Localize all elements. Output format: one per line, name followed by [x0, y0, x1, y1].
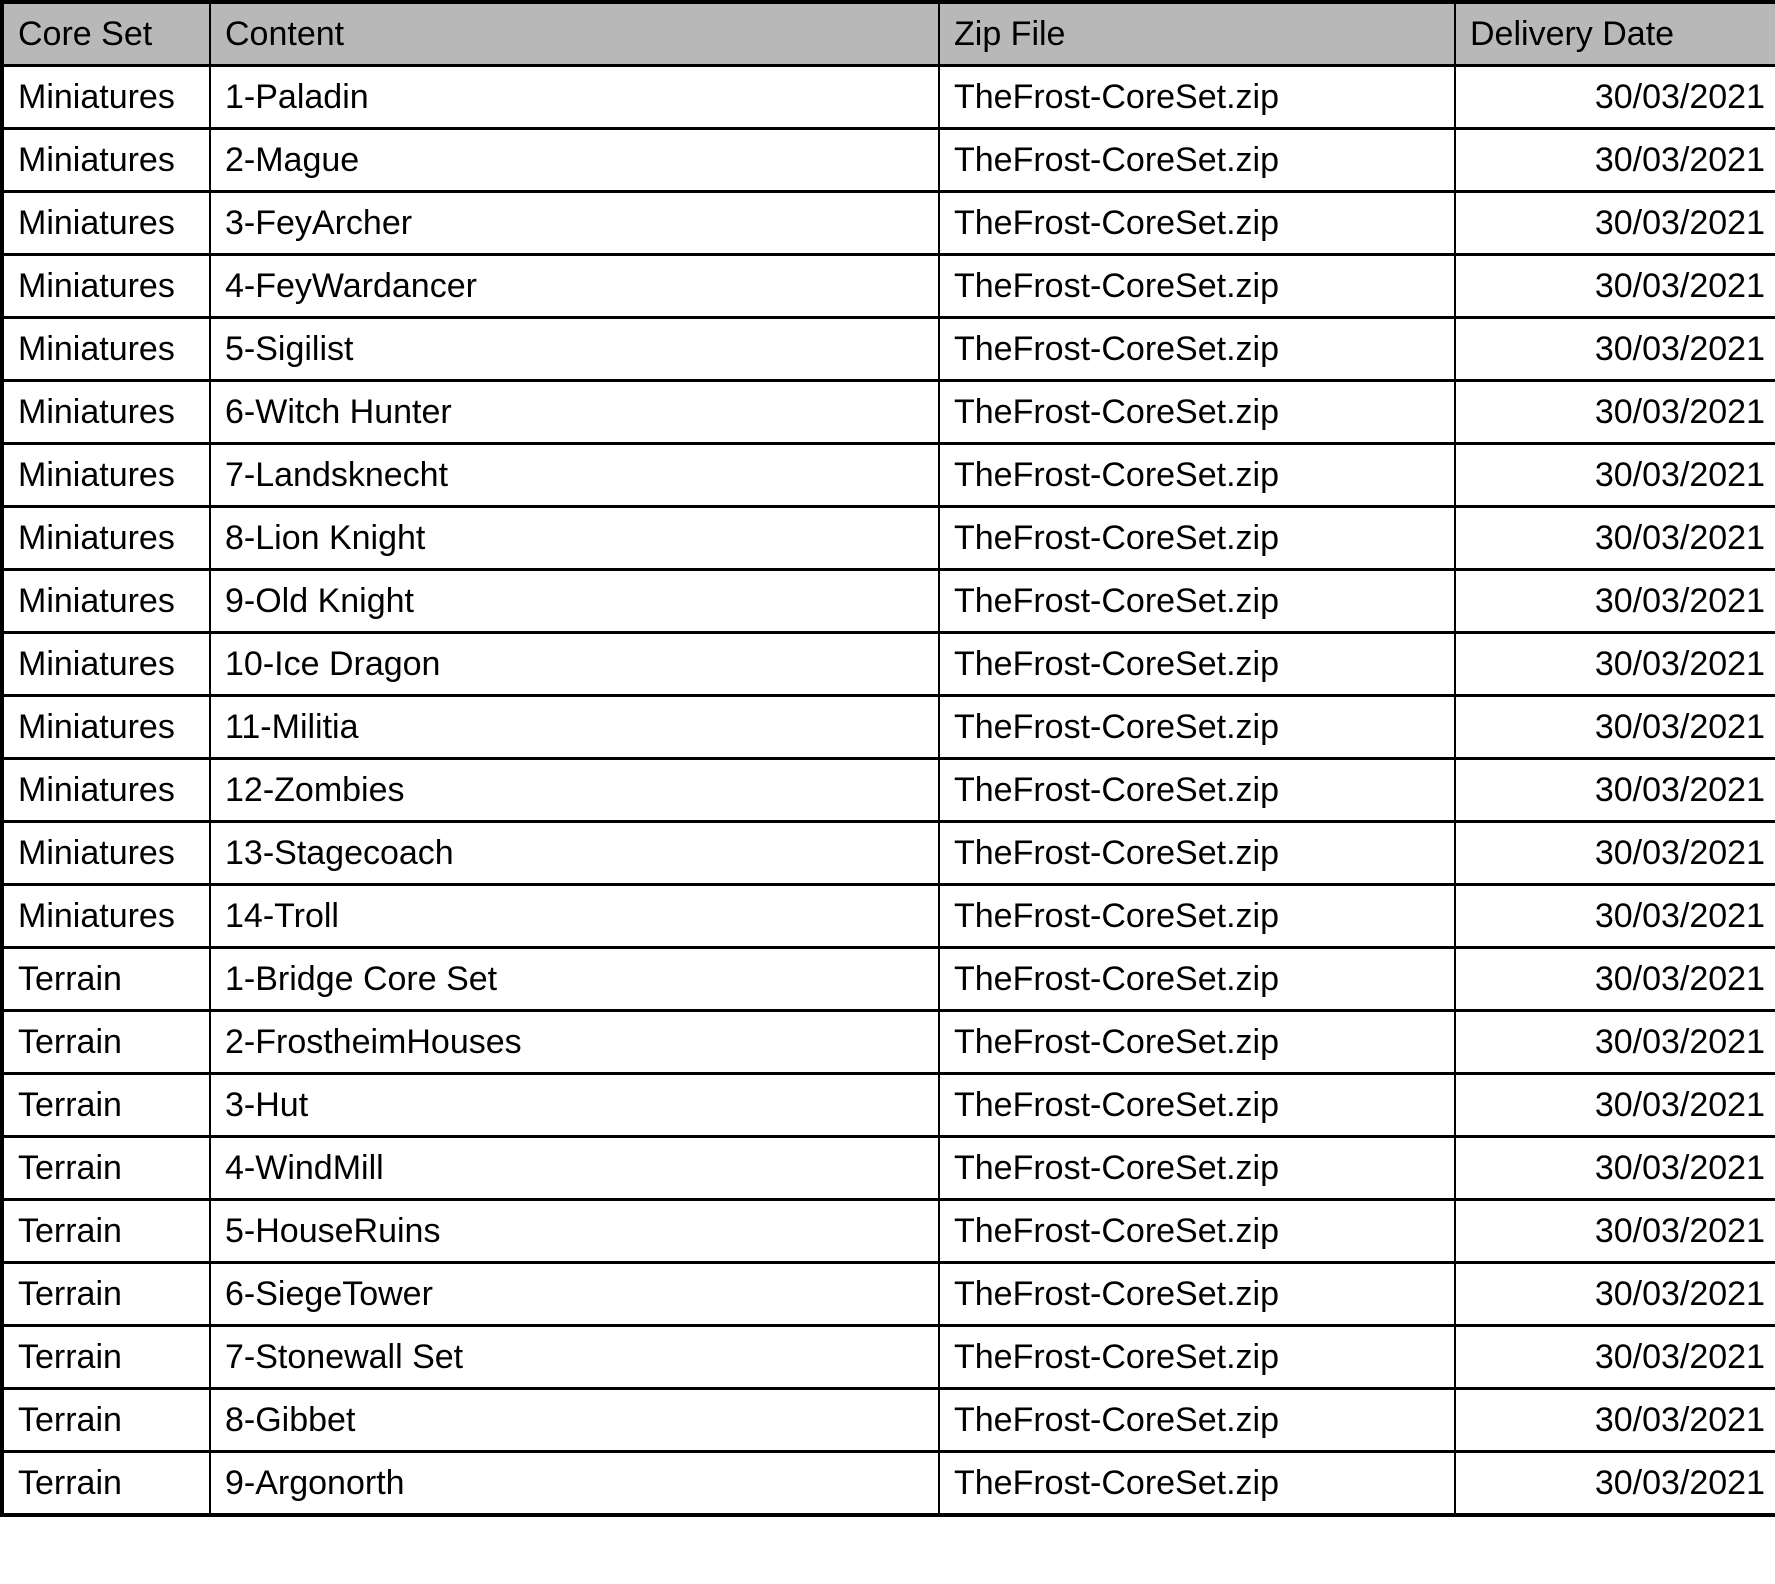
cell-zip-file: TheFrost-CoreSet.zip — [939, 696, 1455, 759]
cell-delivery-date: 30/03/2021 — [1455, 507, 1775, 570]
cell-core-set: Terrain — [2, 1074, 210, 1137]
table-row — [2, 318, 1775, 381]
table-row — [2, 570, 1775, 633]
cell-core-set: Terrain — [2, 1011, 210, 1074]
cell-content: 5-HouseRuins — [210, 1200, 939, 1263]
cell-delivery-date: 30/03/2021 — [1455, 570, 1775, 633]
cell-delivery-date: 30/03/2021 — [1455, 1200, 1775, 1263]
cell-content: 3-Hut — [210, 1074, 939, 1137]
cell-content: 7-Stonewall Set — [210, 1326, 939, 1389]
cell-zip-file: TheFrost-CoreSet.zip — [939, 1263, 1455, 1326]
table-body — [2, 66, 1775, 1516]
cell-delivery-date: 30/03/2021 — [1455, 66, 1775, 129]
cell-core-set: Miniatures — [2, 129, 210, 192]
cell-delivery-date: 30/03/2021 — [1455, 381, 1775, 444]
column-header-core-set: Core Set — [2, 2, 210, 66]
table-row — [2, 1074, 1775, 1137]
cell-core-set: Terrain — [2, 1263, 210, 1326]
cell-zip-file: TheFrost-CoreSet.zip — [939, 129, 1455, 192]
cell-content: 7-Landsknecht — [210, 444, 939, 507]
cell-delivery-date: 30/03/2021 — [1455, 192, 1775, 255]
table-row — [2, 129, 1775, 192]
table-header — [2, 2, 1775, 66]
cell-core-set: Miniatures — [2, 318, 210, 381]
table-row — [2, 633, 1775, 696]
cell-content: 2-Mague — [210, 129, 939, 192]
cell-delivery-date: 30/03/2021 — [1455, 1137, 1775, 1200]
cell-delivery-date: 30/03/2021 — [1455, 948, 1775, 1011]
table-header-row — [2, 2, 1775, 66]
table-row — [2, 1326, 1775, 1389]
cell-zip-file: TheFrost-CoreSet.zip — [939, 759, 1455, 822]
cell-core-set: Miniatures — [2, 696, 210, 759]
cell-delivery-date: 30/03/2021 — [1455, 1326, 1775, 1389]
cell-content: 1-Paladin — [210, 66, 939, 129]
table-row — [2, 66, 1775, 129]
cell-zip-file: TheFrost-CoreSet.zip — [939, 192, 1455, 255]
table-row — [2, 192, 1775, 255]
cell-delivery-date: 30/03/2021 — [1455, 633, 1775, 696]
cell-delivery-date: 30/03/2021 — [1455, 444, 1775, 507]
cell-zip-file: TheFrost-CoreSet.zip — [939, 948, 1455, 1011]
cell-content: 10-Ice Dragon — [210, 633, 939, 696]
cell-delivery-date: 30/03/2021 — [1455, 1011, 1775, 1074]
table-row — [2, 255, 1775, 318]
cell-core-set: Terrain — [2, 1137, 210, 1200]
cell-delivery-date: 30/03/2021 — [1455, 822, 1775, 885]
cell-core-set: Miniatures — [2, 570, 210, 633]
cell-zip-file: TheFrost-CoreSet.zip — [939, 381, 1455, 444]
cell-delivery-date: 30/03/2021 — [1455, 318, 1775, 381]
cell-core-set: Terrain — [2, 1200, 210, 1263]
cell-content: 8-Lion Knight — [210, 507, 939, 570]
table-row — [2, 696, 1775, 759]
cell-zip-file: TheFrost-CoreSet.zip — [939, 570, 1455, 633]
table-row — [2, 1452, 1775, 1516]
column-header-content: Content — [210, 2, 939, 66]
table-row — [2, 759, 1775, 822]
column-header-delivery-date: Delivery Date — [1455, 2, 1775, 66]
cell-core-set: Miniatures — [2, 885, 210, 948]
cell-delivery-date: 30/03/2021 — [1455, 1074, 1775, 1137]
cell-zip-file: TheFrost-CoreSet.zip — [939, 1137, 1455, 1200]
cell-content: 11-Militia — [210, 696, 939, 759]
cell-core-set: Miniatures — [2, 255, 210, 318]
table-row — [2, 1011, 1775, 1074]
cell-content: 9-Argonorth — [210, 1452, 939, 1516]
table-row — [2, 507, 1775, 570]
cell-content: 8-Gibbet — [210, 1389, 939, 1452]
cell-core-set: Miniatures — [2, 759, 210, 822]
cell-zip-file: TheFrost-CoreSet.zip — [939, 885, 1455, 948]
cell-core-set: Terrain — [2, 1389, 210, 1452]
cell-content: 6-SiegeTower — [210, 1263, 939, 1326]
cell-delivery-date: 30/03/2021 — [1455, 1389, 1775, 1452]
cell-core-set: Terrain — [2, 1452, 210, 1516]
table-row — [2, 822, 1775, 885]
cell-content: 9-Old Knight — [210, 570, 939, 633]
cell-delivery-date: 30/03/2021 — [1455, 1452, 1775, 1516]
table-row — [2, 1137, 1775, 1200]
cell-zip-file: TheFrost-CoreSet.zip — [939, 822, 1455, 885]
cell-zip-file: TheFrost-CoreSet.zip — [939, 66, 1455, 129]
cell-zip-file: TheFrost-CoreSet.zip — [939, 255, 1455, 318]
cell-zip-file: TheFrost-CoreSet.zip — [939, 444, 1455, 507]
cell-zip-file: TheFrost-CoreSet.zip — [939, 1011, 1455, 1074]
cell-delivery-date: 30/03/2021 — [1455, 129, 1775, 192]
cell-core-set: Miniatures — [2, 192, 210, 255]
cell-content: 4-FeyWardancer — [210, 255, 939, 318]
cell-zip-file: TheFrost-CoreSet.zip — [939, 633, 1455, 696]
table-row — [2, 381, 1775, 444]
table-row — [2, 885, 1775, 948]
cell-core-set: Terrain — [2, 948, 210, 1011]
cell-content: 2-FrostheimHouses — [210, 1011, 939, 1074]
cell-core-set: Miniatures — [2, 822, 210, 885]
cell-content: 12-Zombies — [210, 759, 939, 822]
cell-content: 1-Bridge Core Set — [210, 948, 939, 1011]
cell-delivery-date: 30/03/2021 — [1455, 1263, 1775, 1326]
column-header-zip-file: Zip File — [939, 2, 1455, 66]
cell-zip-file: TheFrost-CoreSet.zip — [939, 1326, 1455, 1389]
table-row — [2, 948, 1775, 1011]
cell-content: 3-FeyArcher — [210, 192, 939, 255]
cell-zip-file: TheFrost-CoreSet.zip — [939, 1074, 1455, 1137]
table-row — [2, 1389, 1775, 1452]
cell-core-set: Terrain — [2, 1326, 210, 1389]
cell-zip-file: TheFrost-CoreSet.zip — [939, 318, 1455, 381]
cell-zip-file: TheFrost-CoreSet.zip — [939, 1389, 1455, 1452]
cell-core-set: Miniatures — [2, 444, 210, 507]
table-row — [2, 444, 1775, 507]
table-row — [2, 1263, 1775, 1326]
cell-delivery-date: 30/03/2021 — [1455, 885, 1775, 948]
cell-zip-file: TheFrost-CoreSet.zip — [939, 1452, 1455, 1516]
cell-delivery-date: 30/03/2021 — [1455, 759, 1775, 822]
cell-content: 14-Troll — [210, 885, 939, 948]
cell-zip-file: TheFrost-CoreSet.zip — [939, 507, 1455, 570]
cell-content: 13-Stagecoach — [210, 822, 939, 885]
cell-delivery-date: 30/03/2021 — [1455, 255, 1775, 318]
table-row — [2, 1200, 1775, 1263]
cell-core-set: Miniatures — [2, 381, 210, 444]
cell-core-set: Miniatures — [2, 633, 210, 696]
cell-content: 5-Sigilist — [210, 318, 939, 381]
cell-content: 6-Witch Hunter — [210, 381, 939, 444]
cell-core-set: Miniatures — [2, 66, 210, 129]
cell-zip-file: TheFrost-CoreSet.zip — [939, 1200, 1455, 1263]
cell-content: 4-WindMill — [210, 1137, 939, 1200]
cell-core-set: Miniatures — [2, 507, 210, 570]
cell-delivery-date: 30/03/2021 — [1455, 696, 1775, 759]
